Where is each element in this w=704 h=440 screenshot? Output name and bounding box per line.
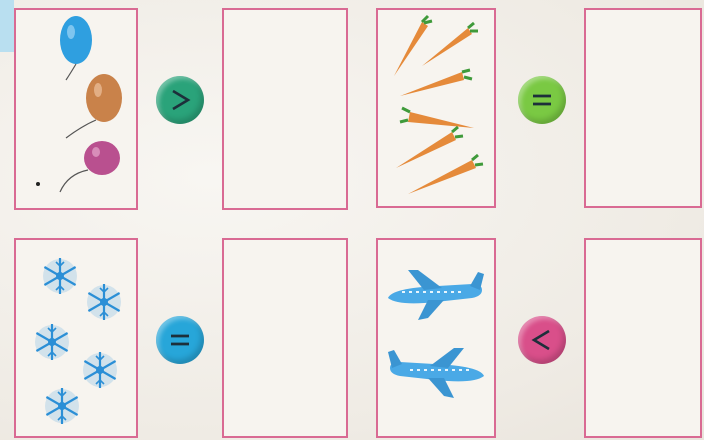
airplane-icon: [388, 270, 484, 320]
carrot-icon: [422, 23, 478, 66]
carrot-icon: [400, 108, 474, 128]
carrot-icon: [408, 155, 483, 194]
snowflake-icon: [87, 284, 121, 320]
airplane-icon: [388, 348, 484, 398]
equals-sign-bottom: [156, 316, 204, 364]
carrot-icon: [400, 70, 472, 96]
airplanes-box: [376, 238, 496, 438]
greater-than-icon: [167, 87, 193, 113]
less-than-icon: [529, 327, 555, 353]
balloons-picture: [16, 10, 136, 208]
snowflake-icon: [43, 258, 77, 294]
balloon-icon: [60, 141, 120, 192]
less-than-sign: [518, 316, 566, 364]
airplanes-picture: [378, 240, 494, 436]
equals-icon: [529, 87, 555, 113]
answer-box-2[interactable]: [584, 8, 702, 208]
balloons-box: [14, 8, 138, 210]
answer-box-4[interactable]: [584, 238, 702, 438]
greater-than-sign: [156, 76, 204, 124]
snowflakes-box: [14, 238, 138, 438]
page-corner-tab: [0, 0, 14, 52]
equals-sign-top: [518, 76, 566, 124]
balloon-icon: [66, 74, 122, 138]
equals-icon: [167, 327, 193, 353]
carrots-box: [376, 8, 496, 208]
snowflake-icon: [83, 352, 117, 388]
carrot-icon: [394, 16, 432, 76]
carrot-icon: [396, 127, 463, 168]
snowflakes-picture: [16, 240, 136, 436]
snowflake-icon: [45, 388, 79, 424]
answer-box-1[interactable]: [222, 8, 348, 210]
answer-box-3[interactable]: [222, 238, 348, 438]
carrots-picture: [378, 10, 494, 206]
balloon-icon: [60, 16, 92, 80]
snowflake-icon: [35, 324, 69, 360]
